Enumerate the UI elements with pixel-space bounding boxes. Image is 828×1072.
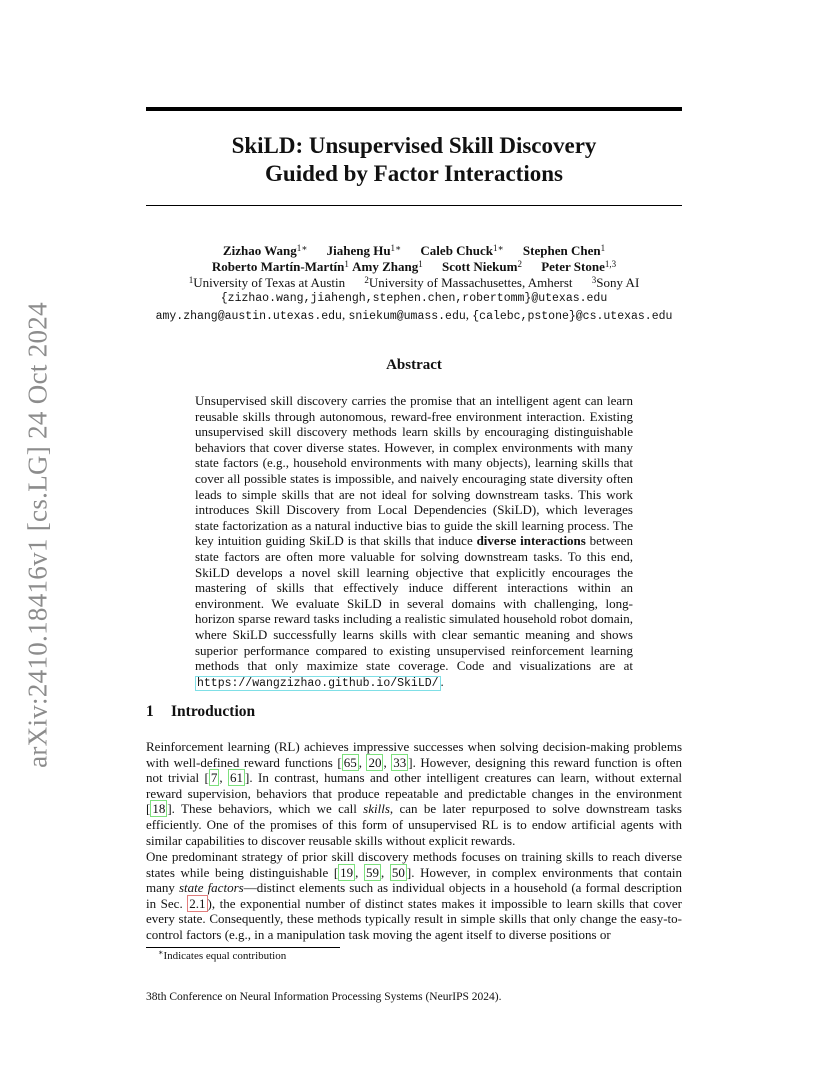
- paragraph-text: One predominant strategy of prior skill discovery methods focuses on training skills to reach diverse states while being distinguishable [: [146, 849, 682, 880]
- author-name: Stephen Chen: [522, 243, 601, 258]
- email[interactable]: sniekum@umass.edu: [348, 310, 466, 323]
- author-name: Roberto Martín-Martín: [211, 259, 345, 274]
- paragraph-text: ]. In contrast, humans and other intelligent creatures can learn, without external reward supervision, behaviors that produce repeatable and predictable changes in the environment [: [146, 770, 682, 817]
- separator: ,: [358, 754, 367, 770]
- author-affil-mark: 1∗: [296, 243, 308, 253]
- separator: ,: [465, 307, 473, 322]
- author-line-2: [146, 259, 682, 275]
- author-name: Jiaheng Hu: [326, 243, 391, 258]
- title-bottom-rule: [146, 205, 682, 206]
- email-line-1: {zizhao.wang,jiahengh,stephen.chen,robertomm}@utexas.edu: [220, 292, 608, 305]
- author-name: Caleb Chuck: [420, 243, 494, 258]
- citation-link[interactable]: 50: [391, 864, 405, 880]
- citation-link[interactable]: 59: [366, 864, 380, 880]
- author-affil-mark: 1∗: [493, 243, 504, 253]
- paper-title: [146, 132, 682, 188]
- author-affil-mark: 1: [418, 259, 423, 269]
- project-url-link[interactable]: https://wangzizhao.github.io/SkiLD/: [197, 676, 439, 690]
- citation-link[interactable]: 19: [340, 864, 354, 880]
- email[interactable]: amy.zhang@austin.utexas.edu: [155, 310, 342, 323]
- abstract-text: Unsupervised skill discovery carries the promise that an intelligent agent can learn reusable skills through autonomous, reward-free environment interaction. Existing unsupervised skill discovery methods learn skills by encouraging distinguishable behaviors that cover diverse states. However, in complex environments with many state factors (e.g., household environments with many objects), learning skills that cover all possible states is impossible, and naively encouraging state diversity often leads to simple skills that are not ideal for solving downstream tasks. This work introduces Skill Discovery from Local Dependencies (SkiLD), which leverages state factorization as a natural inductive bias to guide the skill learning process. The key intuition guiding SkiLD is that skills that induce: [195, 393, 633, 549]
- section-ref-link[interactable]: 2.1: [189, 895, 206, 911]
- citation-link[interactable]: 33: [393, 754, 407, 770]
- title-line-2: Guided by Factor Interactions: [265, 161, 563, 186]
- citation-link[interactable]: 18: [152, 801, 166, 817]
- footnote-rule: [146, 947, 340, 948]
- abstract-period: .: [440, 673, 444, 689]
- author-affil-mark: 1∗: [390, 243, 402, 253]
- abstract-heading: Abstract: [386, 357, 442, 373]
- author-name: Amy Zhang: [352, 259, 419, 274]
- author-name: Scott Niekum: [441, 259, 518, 274]
- footnote-mark: ∗: [158, 948, 164, 957]
- affil-mark: 1: [188, 275, 194, 285]
- arxiv-identifier: arXiv:2410.18416v1 [cs.LG] 24 Oct 2024: [22, 302, 53, 768]
- emphasis: state factors: [178, 880, 244, 896]
- footnote: [158, 950, 286, 962]
- separator: ,: [383, 754, 392, 770]
- section-heading: [146, 703, 255, 721]
- affiliation: University of Massachusettes, Amherst: [368, 275, 573, 290]
- footnote-text: Indicates equal contribution: [163, 950, 287, 962]
- paragraph-text: ]. However, designing this reward function is often not trivial [: [146, 754, 683, 786]
- intro-paragraph-2: [146, 849, 682, 943]
- paragraph-text: , can be later repurposed to solve downstream tasks efficiently. One of the promises of this form of unsupervised RL is to endow artificial agents with similar capabilities to discover reusable skills without explicit rewards.: [146, 801, 682, 848]
- author-affil-mark: 2: [517, 259, 522, 269]
- abstract-text: between state factors are often more valuable for solving downstream tasks. To this end, SkiLD develops a novel skill learning objective that explicitly encourages the mastering of skills that effectively induce different interactions within an environment. We evaluate SkiLD in several domains with challenging, long-horizon sparse reward tasks including a realistic simulated household robot domain, where SkiLD successfully learns skills with clear semantic meaning and shows superior performance compared to existing unsupervised reinforcement learning methods that only maximize state coverage. Code and visualizations are at: [195, 533, 633, 674]
- paragraph-text: Reinforcement learning (RL) achieves impressive successes when solving decision-making problems with well-defined reward functions [: [146, 739, 682, 770]
- email[interactable]: {calebc,pstone}@cs.utexas.edu: [472, 310, 673, 323]
- separator: ,: [355, 864, 365, 880]
- citation-link[interactable]: 65: [343, 754, 357, 770]
- affiliations-line: [146, 275, 682, 291]
- author-block: [146, 243, 682, 325]
- paragraph-text: ), the exponential number of distinct states makes it impossible to learn skills that cover every state. Consequently, these methods typically result in simple skills that only change the easy-to-control factors (e.g., in a manipulation task moving the agent itself to diverse positions or: [146, 895, 682, 942]
- citation-link[interactable]: 61: [230, 770, 244, 786]
- author-line-1: [146, 243, 682, 259]
- title-top-rule: [146, 107, 682, 111]
- paragraph-text: —distinct elements such as individual objects in a household (a formal description in Sec.: [146, 880, 682, 911]
- paragraph-text: ]. These behaviors, which we call: [167, 801, 364, 817]
- intro-paragraph-1: [146, 739, 682, 848]
- author-affil-mark: 1,3: [604, 259, 617, 269]
- separator: ,: [381, 864, 390, 880]
- paragraph-text: ]. However, in complex environments that contain many: [146, 864, 682, 896]
- email-line-2: [146, 307, 682, 325]
- abstract-emphasis: diverse interactions: [476, 533, 586, 549]
- citation-link[interactable]: 20: [368, 754, 382, 770]
- section-title: Introduction: [171, 703, 256, 720]
- separator: ,: [341, 307, 349, 322]
- emphasis: skills: [363, 801, 390, 817]
- author-affil-mark: 1: [344, 259, 349, 269]
- section-number: 1: [146, 703, 154, 720]
- conference-note: 38th Conference on Neural Information Processing Systems (NeurIPS 2024).: [146, 991, 502, 1003]
- abstract-body: [195, 393, 633, 691]
- affil-mark: 3: [591, 275, 597, 285]
- affiliation: University of Texas at Austin: [193, 275, 346, 290]
- affil-mark: 2: [364, 275, 369, 285]
- citation-link[interactable]: 7: [210, 770, 218, 786]
- author-name: Zizhao Wang: [222, 243, 297, 258]
- title-line-1: SkiLD: Unsupervised Skill Discovery: [231, 133, 597, 158]
- author-name: Peter Stone: [541, 259, 605, 274]
- separator: ,: [219, 770, 229, 786]
- author-affil-mark: 1: [600, 243, 606, 253]
- affiliation: Sony AI: [596, 275, 640, 290]
